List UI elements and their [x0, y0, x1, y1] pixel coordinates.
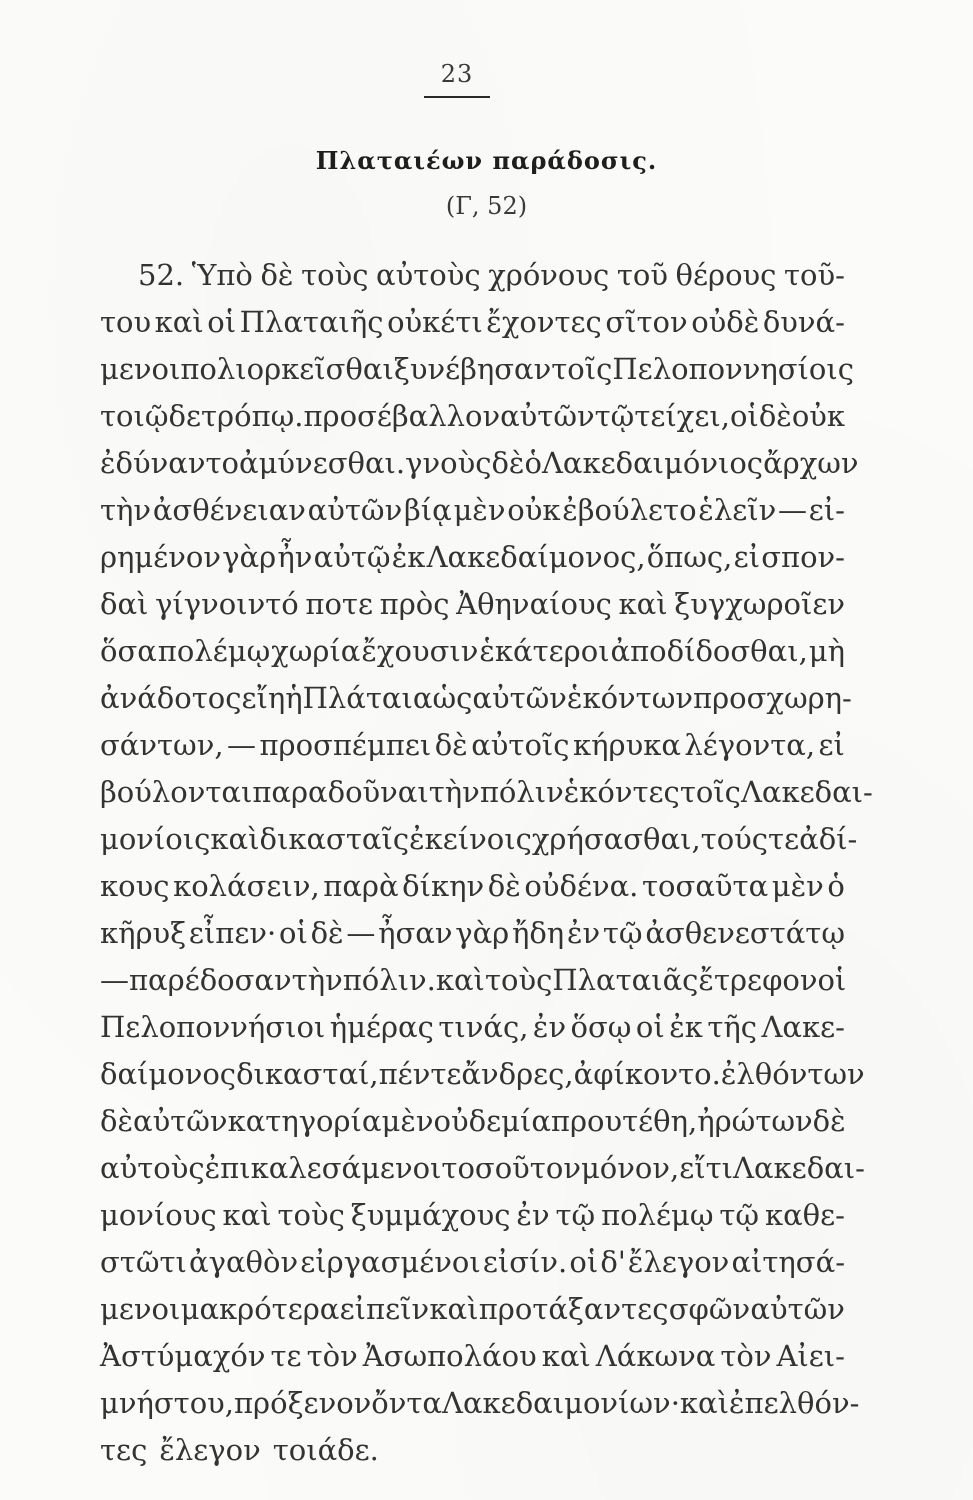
word: γνοὺς [405, 446, 492, 480]
word: καὶ [154, 305, 204, 339]
word: Λάκωνα [595, 1339, 716, 1373]
text-line [100, 1380, 860, 1427]
text-line [100, 393, 845, 440]
word: καὶ [618, 587, 668, 621]
word: τοὺς [277, 1198, 345, 1232]
word: δυνά- [762, 305, 845, 339]
word: κατηγορία [227, 1104, 382, 1138]
word: δὲ [100, 1104, 134, 1138]
text-line [100, 910, 845, 957]
word: τρόπῳ. [201, 399, 304, 433]
word: τῆς [707, 1010, 758, 1044]
word: ἔτρεφον [698, 963, 818, 997]
word: πόλιν. [342, 963, 436, 997]
word: οἱ [207, 305, 237, 339]
word: ἀσθενεστάτῳ [645, 916, 845, 950]
word: τοσοῦτον [441, 1151, 581, 1185]
word: χωρία [271, 634, 361, 668]
word: πολιορκεῖσθαι [180, 352, 394, 386]
word: ἔχουσιν [361, 634, 479, 668]
word: δὲ [491, 446, 525, 480]
word: τοῦ [616, 258, 668, 292]
word: δὲ [812, 1104, 846, 1138]
word: Πλαταιᾶς [552, 963, 699, 997]
word: ἐκ [669, 1010, 703, 1044]
word: αἰτησά- [731, 1245, 845, 1279]
word: ἐπικαλεσάμενοι [204, 1151, 442, 1185]
word: τε [768, 822, 800, 856]
word: παρὰ [323, 869, 399, 903]
word: τοιάδε. [272, 1433, 379, 1467]
word: μόνον, [580, 1151, 680, 1185]
word: γὰρ [455, 916, 510, 950]
section-reference: (Γ, 52) [445, 192, 528, 220]
word: ὁ [827, 869, 845, 903]
word: Ὑπὸ [191, 258, 253, 292]
word: ἀποδίδοσθαι, [610, 634, 808, 668]
word: προσπέμπει [259, 728, 432, 762]
word: ἤδη [511, 916, 565, 950]
word: ἄνδρες, [461, 1057, 574, 1091]
word: αὐτοῖς [471, 728, 570, 762]
word: μενοι [100, 1292, 181, 1326]
word: ἀμύνεσθαι. [239, 446, 406, 480]
word: Πελοποννήσιοι [100, 1010, 326, 1044]
word: θέρους [675, 258, 777, 292]
word: δαίμονος [100, 1057, 237, 1091]
word: ἐκείνοις [409, 822, 532, 856]
word: ἐλθόντων [720, 1057, 865, 1091]
word: μὴ [808, 634, 845, 668]
word: — [100, 963, 129, 997]
word: Λακεδαι- [733, 1151, 865, 1185]
word: ἀδί- [799, 822, 858, 856]
word: ἡ [285, 681, 303, 715]
word: τι [705, 1151, 734, 1185]
word: ἔλεγον [627, 1245, 730, 1279]
text-line [100, 534, 845, 581]
word: αὐτῶν [500, 399, 595, 433]
word: Ἀθηναίους [456, 587, 612, 621]
word: μνήστου, [100, 1386, 234, 1420]
text-line [100, 1286, 845, 1333]
word: — [778, 493, 808, 527]
word: εἴ [679, 1151, 706, 1185]
word: τοὺς [484, 963, 553, 997]
word: Λακεδαίμονος, [426, 540, 646, 574]
word: λέγοντα, [684, 728, 816, 762]
word: τὸν [306, 1339, 358, 1373]
word: μονίοις [100, 822, 211, 856]
word: δὲ [487, 869, 521, 903]
word: καὶ [541, 1339, 591, 1373]
word: τῷ [602, 916, 643, 950]
word: αὐτῷ [313, 540, 391, 574]
word: ἐν [532, 1010, 567, 1044]
word: προσχωρη- [693, 681, 852, 715]
word: βούλονται [100, 775, 253, 809]
word: τὸν [720, 1339, 772, 1373]
text-line [100, 722, 845, 769]
word: ἐδύναντο [100, 446, 239, 480]
word: πρὸς [379, 587, 450, 621]
word: οὐκ [507, 493, 561, 527]
word: εἰ [818, 728, 845, 762]
text-line [100, 1098, 845, 1145]
word: δὲ [758, 399, 792, 433]
word: καὶ [679, 1386, 729, 1420]
word: μὲν [453, 493, 506, 527]
word: ἦσαν [378, 916, 453, 950]
word: ξυμμάχους [350, 1198, 511, 1232]
word: ἀνάδοτος [100, 681, 242, 715]
word: ἠρώτων [697, 1104, 813, 1138]
text-line [100, 1192, 845, 1239]
word: παραδοῦναι [252, 775, 429, 809]
word: εἰπεῖν [339, 1292, 430, 1326]
word: Λακεδαι- [740, 775, 873, 809]
word: τὴν [100, 493, 152, 527]
word: δαὶ [100, 587, 149, 621]
word: καὶ [429, 1292, 479, 1326]
word: δ' [600, 1245, 626, 1279]
word: ἐκ [391, 540, 426, 574]
text-line [100, 299, 845, 346]
word: προτάξαντες [478, 1292, 669, 1326]
word: οὐδένα. [524, 869, 639, 903]
word: πρόξενον [234, 1386, 372, 1420]
word: — [346, 916, 376, 950]
word: εἰσίν. [482, 1245, 568, 1279]
word: οὐκ [791, 399, 846, 433]
word: σῖτον [605, 305, 688, 339]
word: εἴη [241, 681, 286, 715]
word: προσέβαλλον [303, 399, 501, 433]
word: στῶτι [100, 1245, 187, 1279]
word: τε [270, 1339, 302, 1373]
text-line [100, 957, 845, 1004]
word: ἄρχων [763, 446, 859, 480]
word: ἑκόντες [563, 775, 680, 809]
word: οὐκέτι [387, 305, 483, 339]
word: ἑκάτεροι [479, 634, 610, 668]
word: μὲν [381, 1104, 434, 1138]
word: δικασταῖς [259, 822, 410, 856]
word: σάντων, [100, 728, 224, 762]
word: 52. [138, 258, 185, 292]
word: τοὺς [301, 258, 369, 292]
word: ὡς [432, 681, 473, 715]
word: αὐτοὺς [376, 258, 481, 292]
word: καὶ [435, 963, 485, 997]
word: αὐτῶν [307, 493, 403, 527]
text-line [100, 440, 859, 487]
text-line [100, 1239, 845, 1286]
word: Λακεδαιμόνιος [541, 446, 764, 480]
word: βίᾳ [403, 493, 452, 527]
word: κους [100, 869, 170, 903]
text-line [100, 252, 845, 299]
text-line [100, 581, 845, 628]
text-line [100, 1051, 865, 1098]
word: οἱ [278, 916, 308, 950]
word: — [227, 728, 257, 762]
word: ἔλεγον [159, 1433, 261, 1467]
word: Πλάταια [302, 681, 433, 715]
word: εἰργασμένοι [300, 1245, 481, 1279]
word: ποτε [305, 587, 373, 621]
word: ὅσα [100, 634, 157, 668]
word: τοῖς [551, 352, 613, 386]
word: πόλιν [479, 775, 564, 809]
word: Πελοποννησίοις [612, 352, 854, 386]
body-paragraph [100, 252, 873, 1474]
word: κήρυκα [573, 728, 681, 762]
word: καὶ [210, 822, 260, 856]
word: πολέμῳ [157, 634, 271, 668]
word: δίκην [402, 869, 485, 903]
word: παρέδοσαν [129, 963, 292, 997]
word: οἱ [729, 399, 759, 433]
word: Πλαταιῆς [239, 305, 384, 339]
word: μὲν [771, 869, 824, 903]
word: του [100, 305, 152, 339]
word: πολέμῳ [601, 1198, 714, 1232]
word: γίγνοιντό [155, 587, 299, 621]
word: δὲ [260, 258, 294, 292]
word: τὴν [291, 963, 343, 997]
word: κῆρυξ [100, 916, 187, 950]
text-line [100, 346, 854, 393]
word: ὁ [524, 446, 542, 480]
text-line [100, 863, 845, 910]
word: Ἀσωπολάου [362, 1339, 537, 1373]
text-line [100, 1333, 845, 1380]
word: αὐτῶν [472, 681, 567, 715]
word: δὲ [310, 916, 344, 950]
word: ἔχοντες [486, 305, 602, 339]
word: μονίους [100, 1198, 217, 1232]
section-heading: Πλαταιέων παράδοσις. [315, 146, 658, 175]
word: προυτέθη, [550, 1104, 698, 1138]
word: τῷ [594, 399, 635, 433]
word: εἶπεν· [188, 916, 277, 950]
word: ὅσῳ [570, 1010, 632, 1044]
word: ἀγαθὸν [189, 1245, 299, 1279]
word: πέντε [378, 1057, 462, 1091]
word: τοιῷδε [100, 399, 202, 433]
text-line [100, 487, 845, 534]
word: οἱ [817, 963, 847, 997]
word: αὐτοὺς [100, 1151, 205, 1185]
word: Λακεδαιμονίων· [442, 1386, 680, 1420]
word: χρήσασθαι, [531, 822, 701, 856]
word: οἱ [569, 1245, 599, 1279]
word: ἑκόντων [566, 681, 694, 715]
word: καθε- [764, 1198, 845, 1232]
word: σφῶν [668, 1292, 751, 1326]
word: καὶ [222, 1198, 272, 1232]
word: δικασταί, [236, 1057, 379, 1091]
word: τῷ [719, 1198, 760, 1232]
word: ἦν [277, 540, 313, 574]
text-line [100, 1427, 845, 1474]
word: αὐτῶν [750, 1292, 845, 1326]
word: ἀσθένειαν [152, 493, 306, 527]
text-line [100, 1145, 865, 1192]
text-line [100, 816, 858, 863]
word: τούς [700, 822, 769, 856]
word: ἐν [566, 916, 601, 950]
word: τοῦ- [784, 258, 845, 292]
word: τινάς, [438, 1010, 529, 1044]
word: τοῖς [679, 775, 741, 809]
word: τοσαῦτα [642, 869, 769, 903]
word: ἐβούλετο [562, 493, 697, 527]
text-line [100, 769, 873, 816]
word: ἐν [516, 1198, 550, 1232]
page-number: 23 [440, 60, 474, 88]
word: τείχει, [634, 399, 730, 433]
word: ἀφίκοντο. [573, 1057, 721, 1091]
word: μακρότερα [180, 1292, 340, 1326]
word: τὴν [428, 775, 480, 809]
word: Λακε- [761, 1010, 845, 1044]
word: ὄντα [371, 1386, 443, 1420]
word: ξυνέβησαν [393, 352, 552, 386]
word: αὐτῶν [133, 1104, 228, 1138]
text-line [100, 675, 852, 722]
word: ξυγχωροῖεν [674, 587, 845, 621]
word: ἐπελθόν- [729, 1386, 860, 1420]
word: τῷ [555, 1198, 596, 1232]
word: οἱ [635, 1010, 665, 1044]
text-line [100, 1004, 845, 1051]
word: ὅπως, [646, 540, 733, 574]
word: Αἰει- [776, 1339, 845, 1373]
word: οὐδὲ [691, 305, 760, 339]
page-number-rule [424, 96, 490, 98]
word: μενοι [100, 352, 181, 386]
word: γὰρ [222, 540, 277, 574]
text-line [100, 628, 845, 675]
word: ἑλεῖν [698, 493, 777, 527]
word: σπον- [761, 540, 845, 574]
word: τες [100, 1433, 148, 1467]
word: κολάσειν, [173, 869, 320, 903]
word: εἰ [733, 540, 761, 574]
word: οὐδεμία [433, 1104, 551, 1138]
word: ἡμέρας [329, 1010, 434, 1044]
word: ρημένον [100, 540, 222, 574]
word: Ἀστύμαχόν [100, 1339, 266, 1373]
word: δὲ [434, 728, 468, 762]
word: εἰ- [808, 493, 845, 527]
word: χρόνους [488, 258, 610, 292]
